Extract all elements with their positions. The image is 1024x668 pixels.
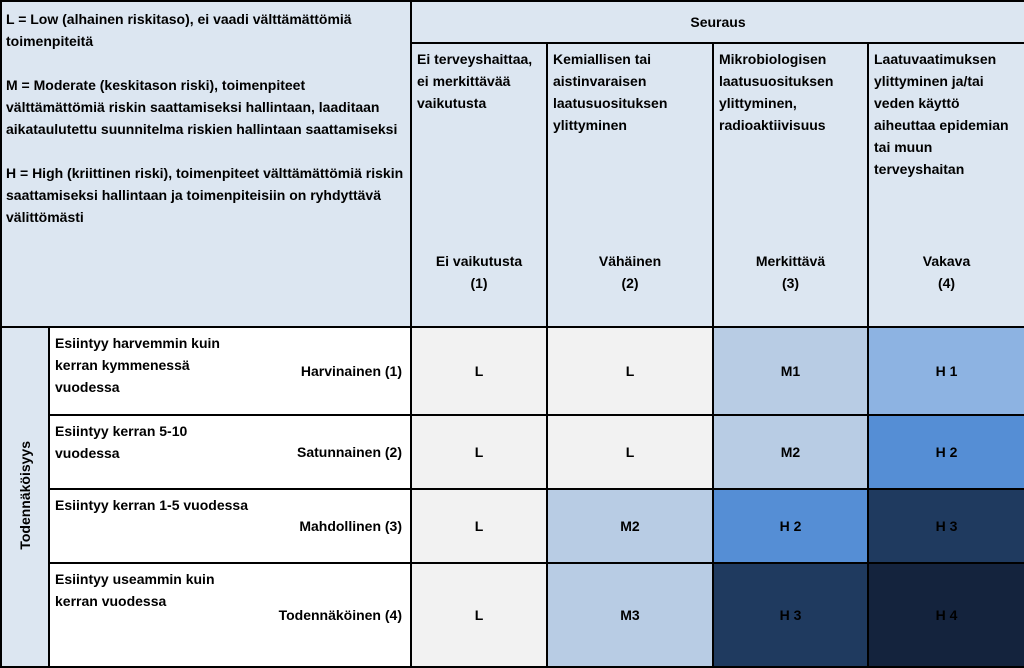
- risk-cell: L: [547, 327, 713, 415]
- risk-cell: H 1: [868, 327, 1024, 415]
- risk-cell: H 2: [713, 489, 868, 563]
- consequence-header: Seuraus: [411, 1, 1024, 43]
- likelihood-row-1: [49, 327, 411, 415]
- risk-cell: L: [411, 327, 547, 415]
- likelihood-level: Harvinainen (1): [300, 363, 402, 379]
- likelihood-row-4: [49, 563, 411, 667]
- risk-cell: H 3: [713, 563, 868, 667]
- consequence-level: Merkittävä: [755, 253, 826, 269]
- likelihood-level: Todennäköinen (4): [278, 607, 402, 623]
- consequence-description: Mikrobiologisen laatusuosituksen ylittyminen, radioaktiivisuus: [719, 51, 834, 133]
- risk-cell: M1: [713, 327, 868, 415]
- likelihood-description: Esiintyy kerran 5-10 vuodessa: [55, 423, 188, 461]
- consequence-column-2: [547, 43, 713, 327]
- likelihood-description: Esiintyy harvemmin kuin kerran kymmenessä vuodessa: [55, 335, 220, 395]
- consequence-column-4: [868, 43, 1024, 327]
- likelihood-header-cell: [1, 327, 49, 667]
- risk-cell: H 4: [868, 563, 1024, 667]
- likelihood-description: Esiintyy kerran 1-5 vuodessa: [55, 497, 248, 513]
- risk-cell: H 2: [868, 415, 1024, 489]
- risk-cell: M2: [713, 415, 868, 489]
- likelihood-level: Satunnainen (2): [296, 444, 402, 460]
- likelihood-row-3: [49, 489, 411, 563]
- consequence-level: Ei vaikutusta: [435, 253, 523, 269]
- consequence-description: Ei terveyshaittaa, ei merkittävää vaikutusta: [417, 51, 533, 111]
- likelihood-row-2: [49, 415, 411, 489]
- risk-cell: M2: [547, 489, 713, 563]
- risk-cell: M3: [547, 563, 713, 667]
- risk-cell: L: [411, 489, 547, 563]
- likelihood-description: Esiintyy useammin kuin kerran vuodessa: [55, 571, 215, 609]
- consequence-number: (2): [621, 275, 639, 291]
- likelihood-header: Todennäköisyys: [17, 441, 33, 550]
- consequence-number: (1): [470, 275, 488, 291]
- consequence-level: Vakava: [922, 253, 971, 269]
- consequence-column-1: [411, 43, 547, 327]
- consequence-level: Vähäinen: [598, 253, 662, 269]
- risk-cell: L: [547, 415, 713, 489]
- consequence-description: Laatuvaatimuksen ylittyminen ja/tai veden käyttö aiheuttaa epidemian tai muun terveyshaitan: [874, 51, 1009, 177]
- likelihood-level: Mahdollinen (3): [299, 518, 402, 534]
- risk-cell: H 3: [868, 489, 1024, 563]
- legend-moderate: M = Moderate (keskitason riski), toimenpiteet välttämättömiä riskin saattamiseksi hallintaan, laaditaan aikataulutettu suunnitelma riskien hallintaan saattamiseksi: [6, 77, 398, 137]
- consequence-number: (4): [937, 275, 956, 291]
- consequence-column-3: [713, 43, 868, 327]
- risk-cell: L: [411, 415, 547, 489]
- consequence-description: Kemiallisen tai aistinvaraisen laatusuosituksen ylittyminen: [553, 51, 668, 133]
- legend-high: H = High (kriittinen riski), toimenpiteet välttämättömiä riskin saattamiseksi hallintaan ja toimenpiteisiin on ryhdyttävä välittömästi: [6, 165, 404, 225]
- risk-legend: [1, 1, 411, 327]
- legend-low: L = Low (alhainen riskitaso), ei vaadi välttämättömiä toimenpiteitä: [6, 11, 352, 49]
- consequence-number: (3): [781, 275, 800, 291]
- risk-cell: L: [411, 563, 547, 667]
